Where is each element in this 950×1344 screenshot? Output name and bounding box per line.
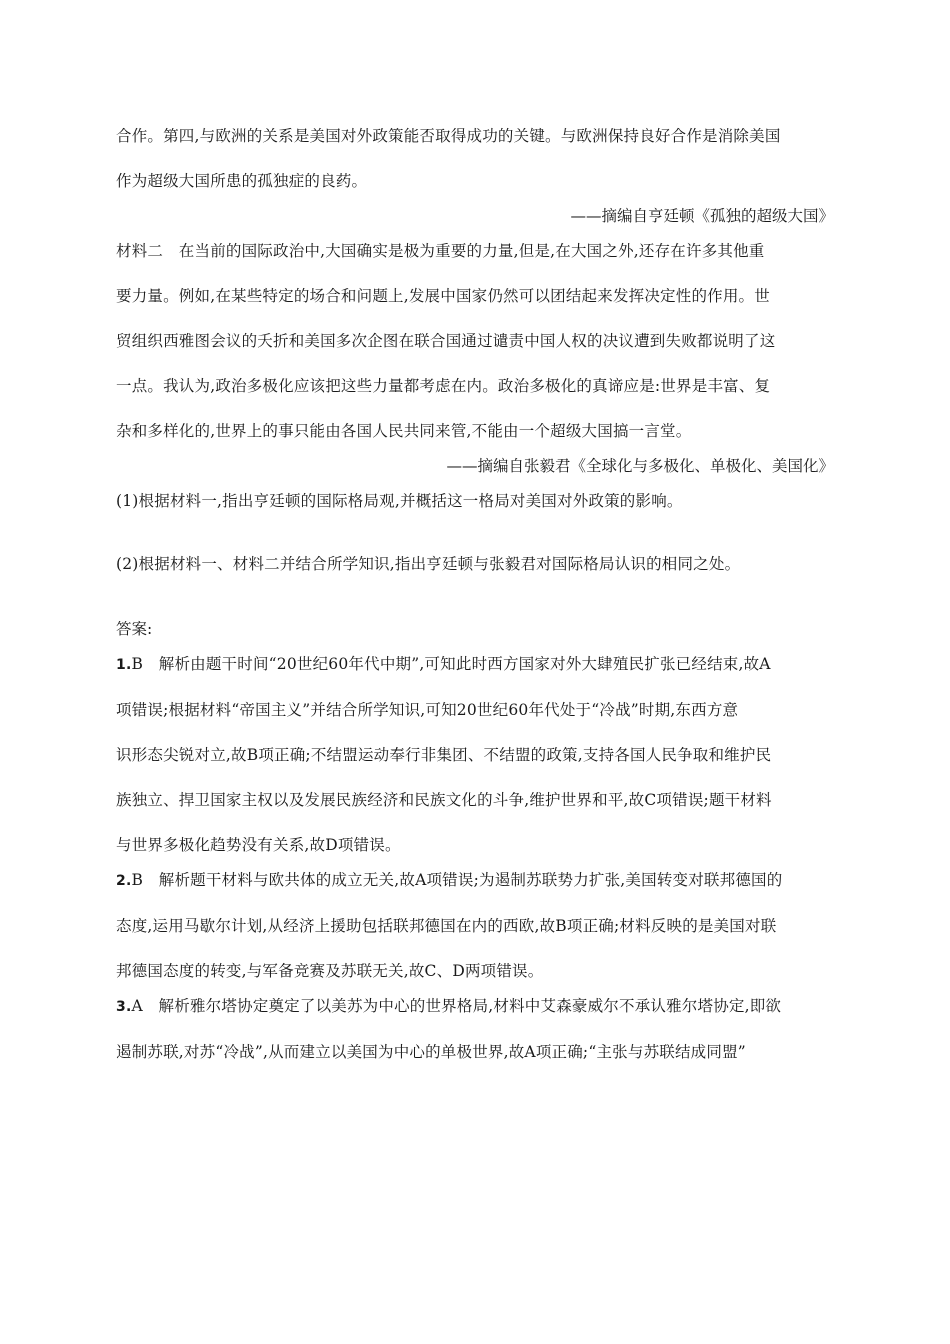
answer-1-line: 族独立、捍卫国家主权以及发展民族经济和民族文化的斗争,维护世界和平,故C项错误;题干材料 <box>116 791 772 809</box>
answer-number: 2. <box>116 873 132 889</box>
answer-text: A 解析雅尔塔协定奠定了以美苏为中心的世界格局,材料中艾森豪威尔不承认雅尔塔协定,即欲 <box>131 997 782 1015</box>
answer-1-line: 识形态尖锐对立,故B项正确;不结盟运动奉行非集团、不结盟的政策,支持各国人民争取和维护民 <box>116 746 772 764</box>
question-2: (2)根据材料一、材料二并结合所学知识,指出亨廷顿与张毅君对国际格局认识的相同之处。 <box>116 555 741 573</box>
answer-3-line <box>116 995 834 1019</box>
paragraph-line: 作为超级大国所患的孤独症的良药。 <box>116 172 368 190</box>
answer-2-line: 态度,运用马歇尔计划,从经济上援助包括联邦德国在内的西欧,故B项正确;材料反映的是美国对联 <box>116 917 777 935</box>
paragraph-line: 贸组织西雅图会议的夭折和美国多次企图在联合国通过谴责中国人权的决议遭到失败都说明了这 <box>116 332 776 350</box>
answer-text: B 解析由题干时间“20世纪60年代中期”,可知此时西方国家对外大肆殖民扩张已经结束,故A <box>131 655 771 673</box>
paragraph-line: 材料二 在当前的国际政治中,大国确实是极为重要的力量,但是,在大国之外,还存在许多其他重 <box>116 242 765 260</box>
question-1: (1)根据材料一,指出亨廷顿的国际格局观,并概括这一格局对美国对外政策的影响。 <box>116 492 683 510</box>
paragraph-line: 要力量。例如,在某些特定的场合和问题上,发展中国家仍然可以团结起来发挥决定性的作用。世 <box>116 287 770 305</box>
answer-text: B 解析题干材料与欧共体的成立无关,故A项错误;为遏制苏联势力扩张,美国转变对联邦德国的 <box>131 871 783 889</box>
answer-number: 3. <box>116 999 132 1015</box>
paragraph-line: 一点。我认为,政治多极化应该把这些力量都考虑在内。政治多极化的真谛应是:世界是丰富、复 <box>116 377 771 395</box>
material-one-source: ——摘编自亨廷顿《孤独的超级大国》 <box>570 207 834 225</box>
answer-2-line <box>116 869 834 893</box>
answer-2-line: 邦德国态度的转变,与军备竞赛及苏联无关,故C、D两项错误。 <box>116 962 544 980</box>
answer-1-line <box>116 653 834 677</box>
paragraph-line: 杂和多样化的,世界上的事只能由各国人民共同来管,不能由一个超级大国搞一言堂。 <box>116 422 692 440</box>
document-body <box>116 125 834 1064</box>
answer-3-line: 遏制苏联,对苏“冷战”,从而建立以美国为中心的单极世界,故A项正确;“主张与苏联结成同盟” <box>116 1043 746 1061</box>
paragraph-line: 合作。第四,与欧洲的关系是美国对外政策能否取得成功的关键。与欧洲保持良好合作是消除美国 <box>116 127 781 145</box>
material-two-source: ——摘编自张毅君《全球化与多极化、单极化、美国化》 <box>446 457 834 475</box>
answer-1-line: 与世界多极化趋势没有关系,故D项错误。 <box>116 836 401 854</box>
answer-1-line: 项错误;根据材料“帝国主义”并结合所学知识,可知20世纪60年代处于“冷战”时期,东西方意 <box>116 701 739 719</box>
answer-label: 答案: <box>116 620 153 638</box>
answer-number: 1. <box>116 657 132 673</box>
